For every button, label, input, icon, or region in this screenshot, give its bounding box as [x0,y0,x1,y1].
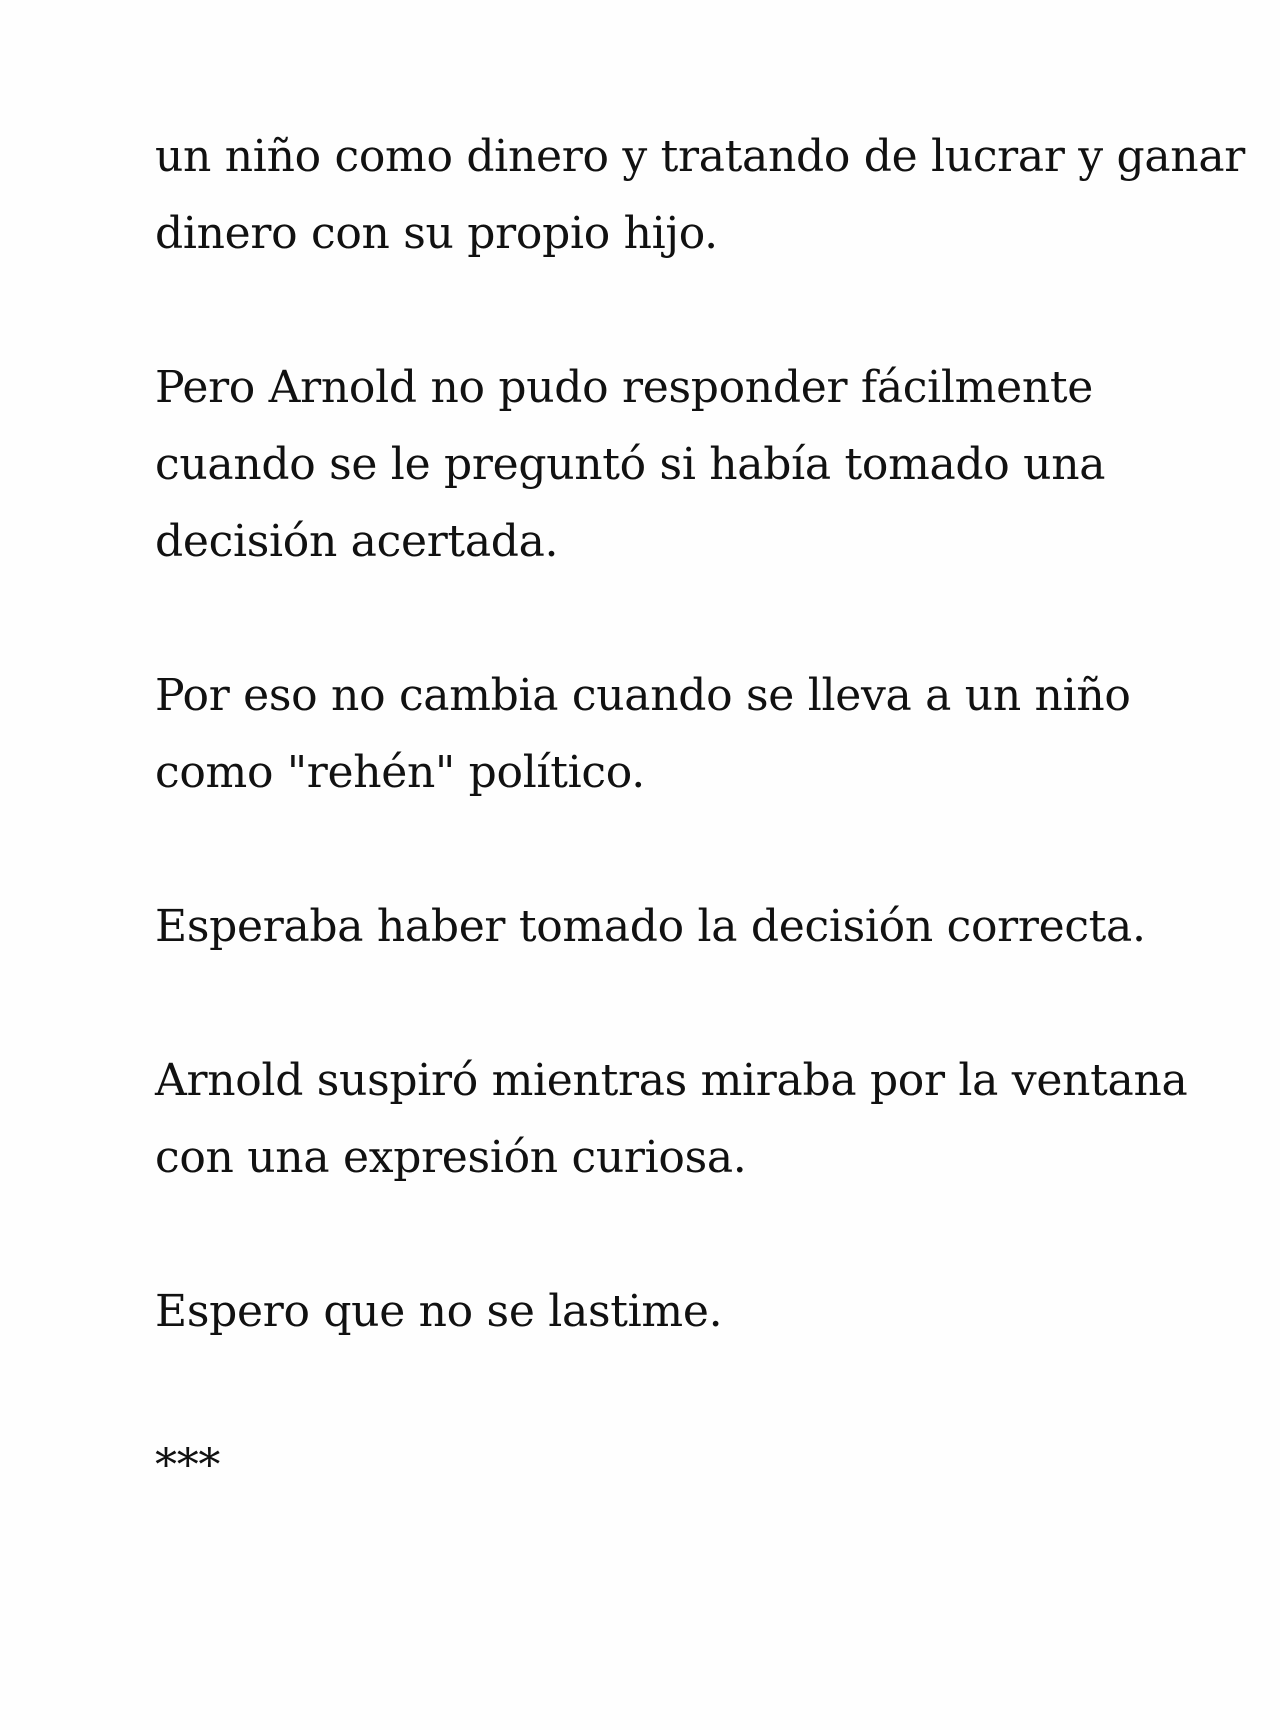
text-line: como "rehén" político. [155,747,645,798]
text-line: Pero Arnold no pudo responder fácilmente [155,362,1093,413]
text-line: un niño como dinero y tratando de lucrar y ganar [155,131,1246,182]
text-line: Arnold suspiró mientras miraba por la ventana [155,1055,1188,1106]
paragraph-1 [155,118,1246,272]
paragraph-2 [155,349,1155,580]
text-line: Esperaba haber tomado la decisión correcta. [155,901,1146,952]
text-line: decisión acertada. [155,516,559,567]
text-line: con una expresión curiosa. [155,1132,747,1183]
text-line: Espero que no se lastime. [155,1286,723,1337]
text-line: Por eso no cambia cuando se lleva a un niño [155,670,1131,721]
document-page [155,118,1246,1504]
paragraph-6 [155,1273,1155,1350]
paragraph-3 [155,657,1155,811]
section-separator [155,1427,1155,1504]
paragraph-5 [155,1042,1188,1196]
separator-text: *** [155,1440,221,1491]
paragraph-4 [155,888,1155,965]
text-line: cuando se le preguntó si había tomado una [155,439,1106,490]
text-line: dinero con su propio hijo. [155,208,718,259]
